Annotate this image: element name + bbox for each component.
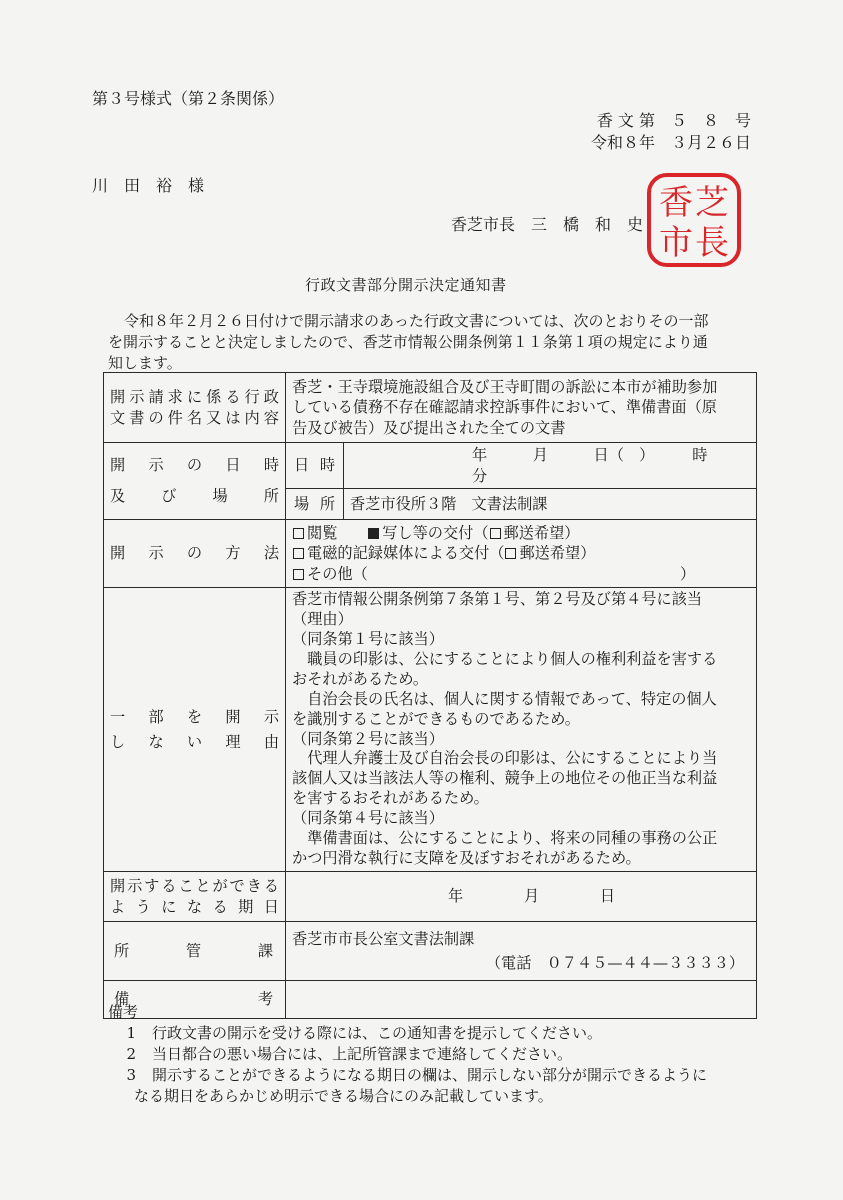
row-subject bbox=[104, 373, 757, 443]
option-browse-label: 閲覧 bbox=[307, 523, 338, 542]
label-line bbox=[110, 408, 279, 429]
reason-line: 職員の印影は、公にすることにより個人の権利利益を害する bbox=[307, 649, 718, 668]
label-char: な bbox=[148, 732, 164, 751]
footnotes bbox=[108, 1002, 707, 1107]
label-char: 係 bbox=[206, 387, 222, 406]
label-char: び bbox=[161, 487, 177, 505]
label-char: 示 bbox=[148, 456, 164, 474]
label-char: 日 bbox=[263, 897, 279, 916]
option-mail-label: 郵送希望） bbox=[519, 544, 596, 563]
intro-line: を開示することと決定しましたので、香芝市情報公開条例第１１条第１項の規定により通 bbox=[108, 333, 708, 351]
label-char: る bbox=[263, 876, 279, 895]
label-char: 一 bbox=[110, 707, 126, 726]
recipient-name: 川 田 裕 様 bbox=[92, 176, 205, 195]
label-char: 課 bbox=[257, 941, 273, 960]
method-line-2 bbox=[292, 543, 750, 564]
label-char: に bbox=[161, 897, 177, 916]
label-char: な bbox=[186, 897, 203, 916]
seal-char: 市 bbox=[659, 223, 693, 263]
label-char: 示 bbox=[148, 544, 164, 562]
checkbox-electronic[interactable] bbox=[293, 548, 304, 559]
row-method bbox=[104, 520, 757, 588]
label-line bbox=[110, 705, 279, 730]
reason-line: 準備書面は、公にすることにより、将来の同種の事務の公正 bbox=[307, 829, 718, 848]
label-method bbox=[104, 520, 286, 588]
label-char: る bbox=[161, 876, 177, 895]
seal-char: 芝 bbox=[695, 183, 729, 223]
label-char: し bbox=[110, 732, 126, 751]
sublabel-datetime bbox=[286, 443, 344, 489]
row-datetime bbox=[104, 443, 757, 489]
label-line bbox=[110, 387, 279, 408]
label-line bbox=[110, 876, 279, 897]
label-char: よ bbox=[110, 897, 126, 916]
label-char: 方 bbox=[225, 544, 241, 562]
footnote-number: 1 bbox=[126, 1024, 136, 1042]
label-char: う bbox=[135, 897, 151, 916]
label-char: 時 bbox=[263, 456, 279, 474]
label-datetime-place bbox=[104, 443, 286, 520]
label-char: で bbox=[229, 876, 245, 895]
department-phone: （電話 ０７４５—４４—３３３３） bbox=[485, 954, 744, 972]
option-electronic-label: 電磁的記録媒体による交付（ bbox=[307, 544, 505, 563]
label-char: 政 bbox=[263, 387, 279, 406]
subject-line: 告及び被告）及び提出された全ての文書 bbox=[292, 418, 566, 437]
label-char: 行 bbox=[244, 387, 260, 406]
label-char: 開 bbox=[110, 387, 126, 406]
label-char: る bbox=[212, 897, 228, 916]
document-title: 行政文書部分開示決定通知書 bbox=[305, 276, 507, 294]
value-disclosable-date: 年 月 日 bbox=[286, 872, 757, 922]
seal-char: 香 bbox=[659, 183, 693, 223]
row-reason bbox=[104, 588, 757, 872]
label-char: 部 bbox=[148, 707, 164, 726]
issuer-name: 香芝市長 三 橋 和 史 bbox=[451, 215, 644, 234]
label-char: 容 bbox=[263, 408, 279, 427]
label-char: 及 bbox=[110, 487, 126, 505]
reason-line: （同条第２号に該当） bbox=[292, 729, 444, 748]
label-char: す bbox=[144, 876, 160, 895]
intro-line: 知します。 bbox=[108, 354, 182, 372]
label-char: 場 bbox=[212, 487, 228, 505]
label-disclosable-date bbox=[104, 872, 286, 922]
reason-line: を識別することができるものであるため。 bbox=[292, 709, 580, 728]
footnotes-heading: 備考 bbox=[108, 1003, 139, 1021]
label-char: 件 bbox=[167, 408, 183, 427]
checkbox-mail-1[interactable] bbox=[490, 528, 501, 539]
label-char: 開 bbox=[110, 876, 126, 895]
label-char: を bbox=[186, 707, 203, 726]
label-line bbox=[110, 481, 279, 512]
label-char: 示 bbox=[127, 876, 143, 895]
reason-line: 該個人又は当該法人等の権利、競争上の地位その他正当な利益 bbox=[292, 769, 718, 788]
label-char: 所 bbox=[319, 494, 335, 513]
label-char: 名 bbox=[186, 408, 203, 427]
label-char: の bbox=[148, 408, 164, 427]
footnote-text: 行政文書の開示を受ける際には、この通知書を提示してください。 bbox=[152, 1024, 603, 1042]
official-seal bbox=[646, 172, 742, 268]
reason-line: （理由） bbox=[292, 610, 353, 629]
seal-char: 長 bbox=[695, 223, 729, 263]
label-char: の bbox=[186, 544, 203, 562]
value-department bbox=[286, 922, 757, 981]
label-char: 時 bbox=[319, 456, 335, 474]
label-char: 所 bbox=[114, 941, 130, 960]
checkbox-other[interactable] bbox=[293, 569, 304, 580]
label-char: 請 bbox=[148, 387, 164, 406]
label-char: 求 bbox=[167, 387, 183, 406]
checkbox-browse[interactable] bbox=[293, 528, 304, 539]
label-char: 管 bbox=[185, 941, 202, 960]
value-reason bbox=[286, 588, 757, 872]
method-line-3 bbox=[292, 564, 750, 585]
reason-line: おそれがあるため。 bbox=[292, 669, 429, 688]
footnote-number: 3 bbox=[126, 1066, 136, 1084]
document-number: 香 文 第 ５ ８ 号 bbox=[596, 111, 751, 130]
footnote-number: 2 bbox=[126, 1045, 136, 1063]
label-char: 法 bbox=[263, 544, 279, 562]
checkbox-mail-2[interactable] bbox=[505, 548, 516, 559]
label-char: 日 bbox=[294, 456, 310, 474]
method-line-1 bbox=[292, 523, 750, 544]
value-datetime: 年 月 日（ ） 時 分 bbox=[344, 443, 757, 489]
label-char: が bbox=[212, 876, 228, 895]
label-char: の bbox=[186, 456, 203, 474]
issue-date: 令和８年 ３月２６日 bbox=[590, 133, 751, 152]
footnote-item bbox=[108, 1065, 707, 1107]
label-char: 由 bbox=[263, 732, 279, 751]
reason-line: を害するおそれがあるため。 bbox=[292, 789, 489, 808]
reason-line: （同条第１号に該当） bbox=[292, 629, 444, 648]
sublabel-place bbox=[286, 489, 344, 520]
label-line bbox=[110, 543, 279, 564]
reason-line: （同条第４号に該当） bbox=[292, 809, 444, 828]
label-reason bbox=[104, 588, 286, 872]
sublabel-line bbox=[294, 494, 335, 515]
label-char: は bbox=[225, 408, 241, 427]
intro-line: 令和８年２月２６日付けで開示請求のあった行政文書については、次のとおりその一部 bbox=[124, 312, 709, 330]
label-char: る bbox=[225, 387, 241, 406]
option-other-close: ） bbox=[680, 564, 696, 583]
option-other-label: その他（ bbox=[307, 564, 368, 583]
form-number: 第３号様式（第２条関係） bbox=[92, 89, 285, 108]
footnote-text: 当日都合の悪い場合には、上記所管課まで連絡してください。 bbox=[152, 1045, 573, 1063]
label-char: こ bbox=[178, 876, 194, 895]
intro-paragraph bbox=[108, 311, 709, 374]
reason-line: かつ円滑な執行に支障を及ぼすおそれがあるため。 bbox=[292, 848, 641, 867]
reason-line: 自治会長の氏名は、個人に関する情報であって、特定の個人 bbox=[307, 689, 717, 708]
label-subject bbox=[104, 373, 286, 443]
option-copy-label: 写し等の交付（ bbox=[382, 523, 489, 542]
row-department bbox=[104, 922, 757, 981]
label-char: 又 bbox=[206, 408, 222, 427]
label-line bbox=[114, 941, 273, 962]
option-mail-label: 郵送希望） bbox=[503, 523, 580, 542]
label-char: に bbox=[186, 387, 203, 406]
value-place: 香芝市役所３階 文書法制課 bbox=[344, 489, 757, 520]
subject-line: している債務不存在確認請求控訴事件において、準備書面（原 bbox=[292, 398, 717, 417]
label-char: 開 bbox=[110, 456, 126, 474]
checkbox-copy-checked[interactable] bbox=[368, 528, 379, 539]
label-char: 開 bbox=[225, 707, 241, 726]
footnote-item bbox=[108, 1044, 707, 1065]
label-char: 書 bbox=[129, 408, 145, 427]
label-char: き bbox=[246, 876, 262, 895]
label-char: 内 bbox=[244, 408, 260, 427]
label-char: 期 bbox=[238, 897, 254, 916]
label-char: 備 bbox=[114, 990, 130, 1008]
row-disclosable-date bbox=[104, 872, 757, 922]
label-line bbox=[110, 730, 279, 755]
reason-line: 香芝市情報公開条例第７条第１号、第２号及び第４号に該当 bbox=[292, 590, 703, 609]
reason-line: 代理人弁護士及び自治会長の印影は、公にすることにより当 bbox=[307, 749, 718, 768]
notice-table bbox=[103, 372, 757, 1019]
sublabel-line bbox=[294, 455, 335, 476]
footnote-item bbox=[108, 1023, 707, 1044]
footnote-text: 開示することができるようになる期日の欄は、開示しない部分が開示できるように なる期日をあらかじめ明示できる場合にのみ記載しています。 bbox=[134, 1066, 708, 1105]
label-char: 日 bbox=[225, 456, 241, 474]
label-char: と bbox=[195, 876, 211, 895]
department-name: 香芝市市長公室文書法制課 bbox=[292, 929, 475, 948]
footnotes-list bbox=[108, 1023, 707, 1107]
label-char: 所 bbox=[263, 487, 279, 505]
label-char: 理 bbox=[225, 732, 241, 751]
value-subject bbox=[286, 373, 757, 443]
label-char: 開 bbox=[110, 544, 126, 562]
value-method bbox=[286, 520, 757, 588]
label-char: い bbox=[186, 732, 203, 751]
label-char: 考 bbox=[257, 990, 273, 1008]
label-char: 文 bbox=[110, 408, 126, 427]
label-line bbox=[110, 897, 279, 918]
label-department bbox=[104, 922, 286, 981]
label-char: 場 bbox=[294, 494, 310, 513]
label-char: 示 bbox=[263, 707, 279, 726]
label-char: 示 bbox=[129, 387, 145, 406]
label-line bbox=[110, 450, 279, 481]
subject-line: 香芝・王寺環境施設組合及び王寺町間の訴訟に本市が補助参加 bbox=[292, 377, 718, 396]
